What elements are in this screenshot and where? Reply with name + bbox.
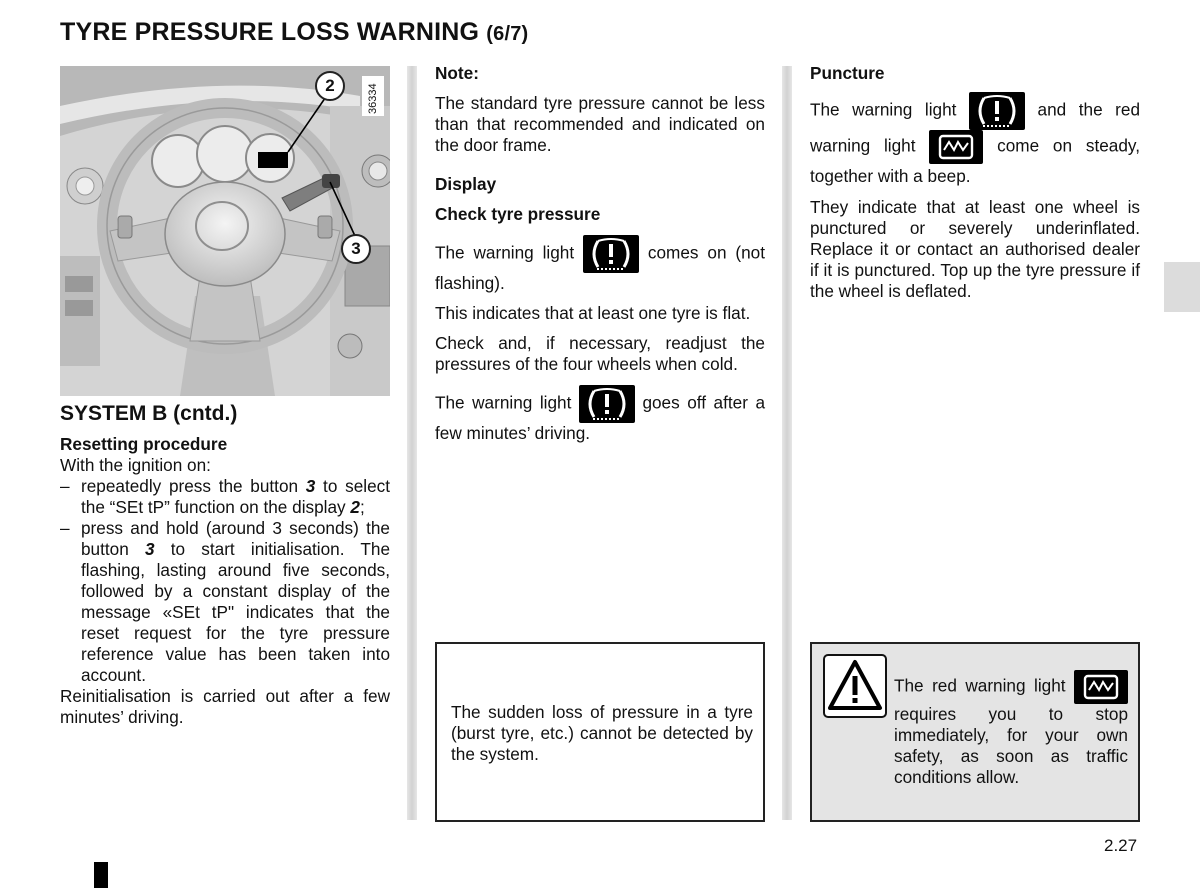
tyre-pressure-warning-icon — [583, 235, 639, 273]
note-text: The standard tyre pressure cannot be less than that recommended and indicated on the door frame. — [435, 93, 765, 155]
note-box — [435, 642, 765, 822]
paragraph: The warning light goes off after a few minutes’ driving. — [435, 385, 765, 444]
column-divider — [782, 66, 792, 820]
system-b-heading: SYSTEM B (cntd.) — [60, 402, 238, 425]
button-ref: 3 — [305, 476, 316, 496]
paragraph: This indicates that at least one tyre is flat. — [435, 303, 751, 323]
resetting-heading: Resetting procedure — [60, 434, 228, 454]
note-box-text: The sudden loss of pressure in a tyre (burst tyre, etc.) cannot be detected by the system. — [451, 702, 753, 764]
page-number: 2.27 — [1104, 836, 1138, 855]
intro-text: With the ignition on: — [60, 455, 211, 475]
note-heading: Note: — [435, 63, 479, 83]
puncture-warning-icon — [929, 130, 983, 164]
outro-text: Reinitialisation is carried out after a few minutes’ driving. — [60, 686, 390, 727]
tyre-pressure-warning-icon — [969, 92, 1025, 130]
warning-triangle-icon — [823, 654, 887, 718]
title-text: TYRE PRESSURE LOSS WARNING — [60, 18, 480, 46]
paragraph: They indicate that at least one wheel is punctured or severely underinflated. Replace it or contact an authorised dealer if it is punctured. Top up the tyre pressure if the wheel is deflated. — [810, 197, 1140, 301]
title-part: (6/7) — [486, 23, 529, 45]
paragraph: The warning light and the red warning light come on steady, together with a beep. — [810, 92, 1140, 188]
callout-3: 3 — [341, 234, 371, 264]
paragraph: Check and, if necessary, readjust the pressures of the four wheels when cold. — [435, 333, 765, 374]
paragraph: The warning light comes on (not flashing). — [435, 235, 765, 294]
page-title — [60, 18, 528, 47]
right-column — [810, 63, 1140, 302]
warning-text: The red warning light requires you to stop immediately, for your own safety, as soon as traffic conditions allow. — [894, 670, 1128, 788]
dashboard-figure — [60, 66, 390, 396]
tyre-pressure-warning-icon — [579, 385, 635, 423]
middle-column — [435, 63, 765, 444]
chapter-tab — [1164, 262, 1200, 312]
column-divider — [407, 66, 417, 820]
callout-2: 2 — [315, 71, 345, 101]
crop-mark — [94, 862, 108, 888]
list-item: – press and hold (around 3 seconds) the button 3 to start initialisation. The flashing, lasting around five seconds, followed by a constant display of the message «SEt tP" indicates that the reset request for the tyre pressure reference value has been taken into account. — [60, 518, 391, 685]
list-item: – repeatedly press the button 3 to select the “SEt tP” function on the display 2; — [60, 476, 390, 517]
check-heading: Check tyre pressure — [435, 204, 601, 224]
display-heading: Display — [435, 174, 497, 194]
dashboard-illustration — [60, 66, 390, 396]
button-ref: 3 — [144, 539, 155, 559]
figure-reference: 36334 — [362, 76, 384, 116]
puncture-heading: Puncture — [810, 63, 885, 83]
puncture-warning-icon — [1074, 670, 1128, 704]
warning-box — [810, 642, 1140, 822]
left-column — [60, 434, 390, 728]
display-ref: 2 — [350, 497, 360, 517]
